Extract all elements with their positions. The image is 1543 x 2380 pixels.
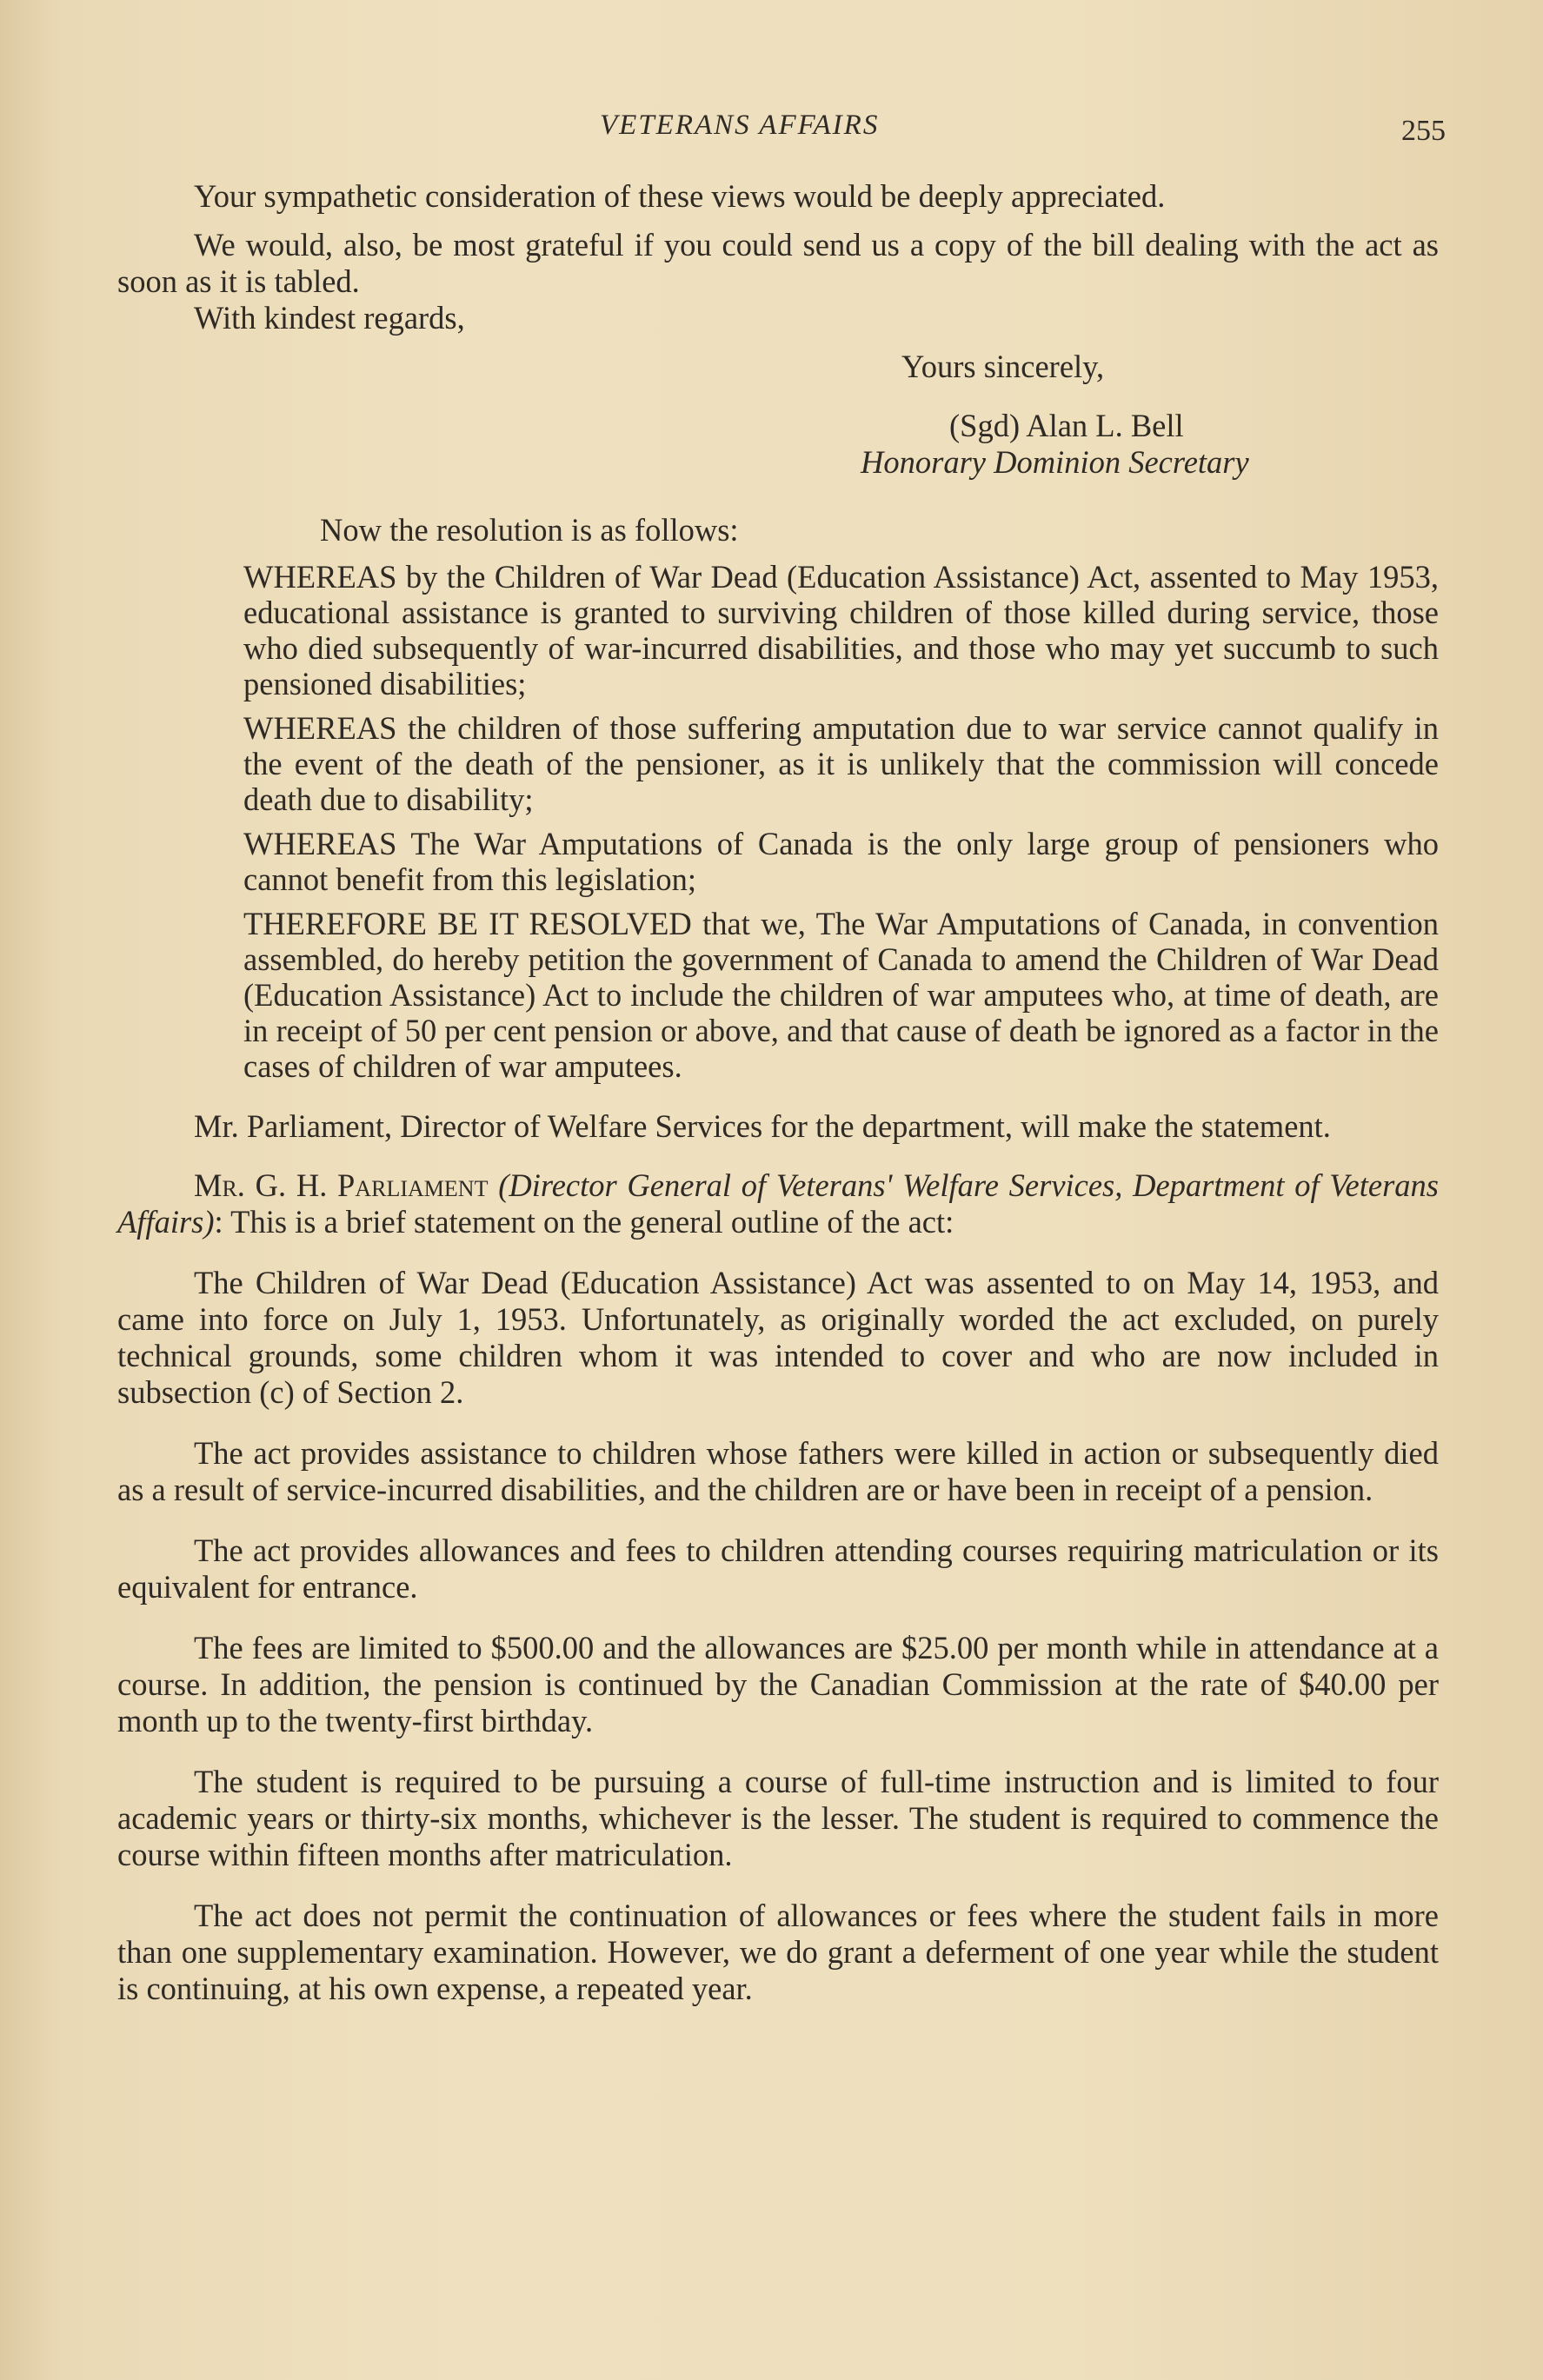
letter-paragraph: With kindest regards, xyxy=(194,300,465,336)
page-body xyxy=(117,178,1439,2007)
letter-paragraph: Your sympathetic consideration of these views would be deeply appreciated. xyxy=(194,178,1166,214)
speaker-role: (Director General of Veterans' Welfare Services, Department of Veterans Affairs) xyxy=(117,1167,1440,1240)
speaker-paragraph xyxy=(117,1167,1439,1240)
signature-title: Honorary Dominion Secretary xyxy=(861,444,1249,480)
page-number: 255 xyxy=(1401,115,1446,147)
statement-paragraph: The act does not permit the continuation of allowances or fees where the student fails in more than one supplementary examination. However, we do grant a deferment of one year while the student is continuing, at his own expense, a repeated year. xyxy=(117,1898,1439,2006)
statement-paragraph: The act provides allowances and fees to children attending courses requiring matriculation or its equivalent for entrance. xyxy=(117,1532,1439,1605)
resolution-clause: WHEREAS the children of those suffering amputation due to war service cannot qualify in the event of the death of the pensioner, as it is unlikely that the commission will concede death due to disability; xyxy=(243,710,1439,817)
resolution-intro: Now the resolution is as follows: xyxy=(320,512,739,548)
speaker-name: Mr. G. H. Parliament xyxy=(194,1167,489,1203)
statement-paragraph: The fees are limited to $500.00 and the allowances are $25.00 per month while in attendance at a course. In addition, the pension is continued by the Canadian Commission at the rate of $40.00 per month up to the twenty-first birthday. xyxy=(117,1630,1439,1738)
running-head: VETERANS AFFAIRS xyxy=(600,110,880,141)
letter-paragraph: We would, also, be most grateful if you could send us a copy of the bill dealing with the act as soon as it is tabled. xyxy=(117,227,1439,299)
letter-closing: Yours sincerely, xyxy=(901,349,1105,384)
statement-paragraph: The act provides assistance to children whose fathers were killed in action or subsequently died as a result of service-incurred disabilities, and the children are or have been in receipt of a pension. xyxy=(117,1435,1439,1507)
proceedings-paragraph: Mr. Parliament, Director of Welfare Services for the department, will make the statement. xyxy=(194,1108,1331,1144)
resolution-clause: WHEREAS by the Children of War Dead (Education Assistance) Act, assented to May 1953, educational assistance is granted to surviving children of those killed during service, those who died subsequently of war-incurred disabilities, and those who may yet succumb to such pensioned disabilities; xyxy=(243,559,1439,701)
page-header xyxy=(0,103,1543,155)
resolution-clause: WHEREAS The War Amputations of Canada is the only large group of pensioners who cannot benefit from this legislation; xyxy=(243,826,1439,897)
speaker-text: : This is a brief statement on the general outline of the act: xyxy=(214,1204,954,1240)
resolution-clause: THEREFORE BE IT RESOLVED that we, The War Amputations of Canada, in convention assembled, do hereby petition the government of Canada to amend the Children of War Dead (Education Assistance) Act to include the children of war amputees who, at time of death, are in receipt of 50 per cent pension or above, and that cause of death be ignored as a factor in the cases of children of war amputees. xyxy=(243,906,1439,1084)
statement-paragraph: The Children of War Dead (Education Assistance) Act was assented to on May 14, 1953, and came into force on July 1, 1953. Unfortunately, as originally worded the act excluded, on purely technical grounds, some children whom it was intended to cover and who are now included in subsection (c) of Section 2. xyxy=(117,1265,1439,1410)
statement-paragraph: The student is required to be pursuing a course of full-time instruction and is limited to four academic years or thirty-six months, whichever is the lesser. The student is required to commence the course within fifteen months after matriculation. xyxy=(117,1764,1439,1872)
letter-signature: (Sgd) Alan L. Bell xyxy=(949,408,1184,443)
